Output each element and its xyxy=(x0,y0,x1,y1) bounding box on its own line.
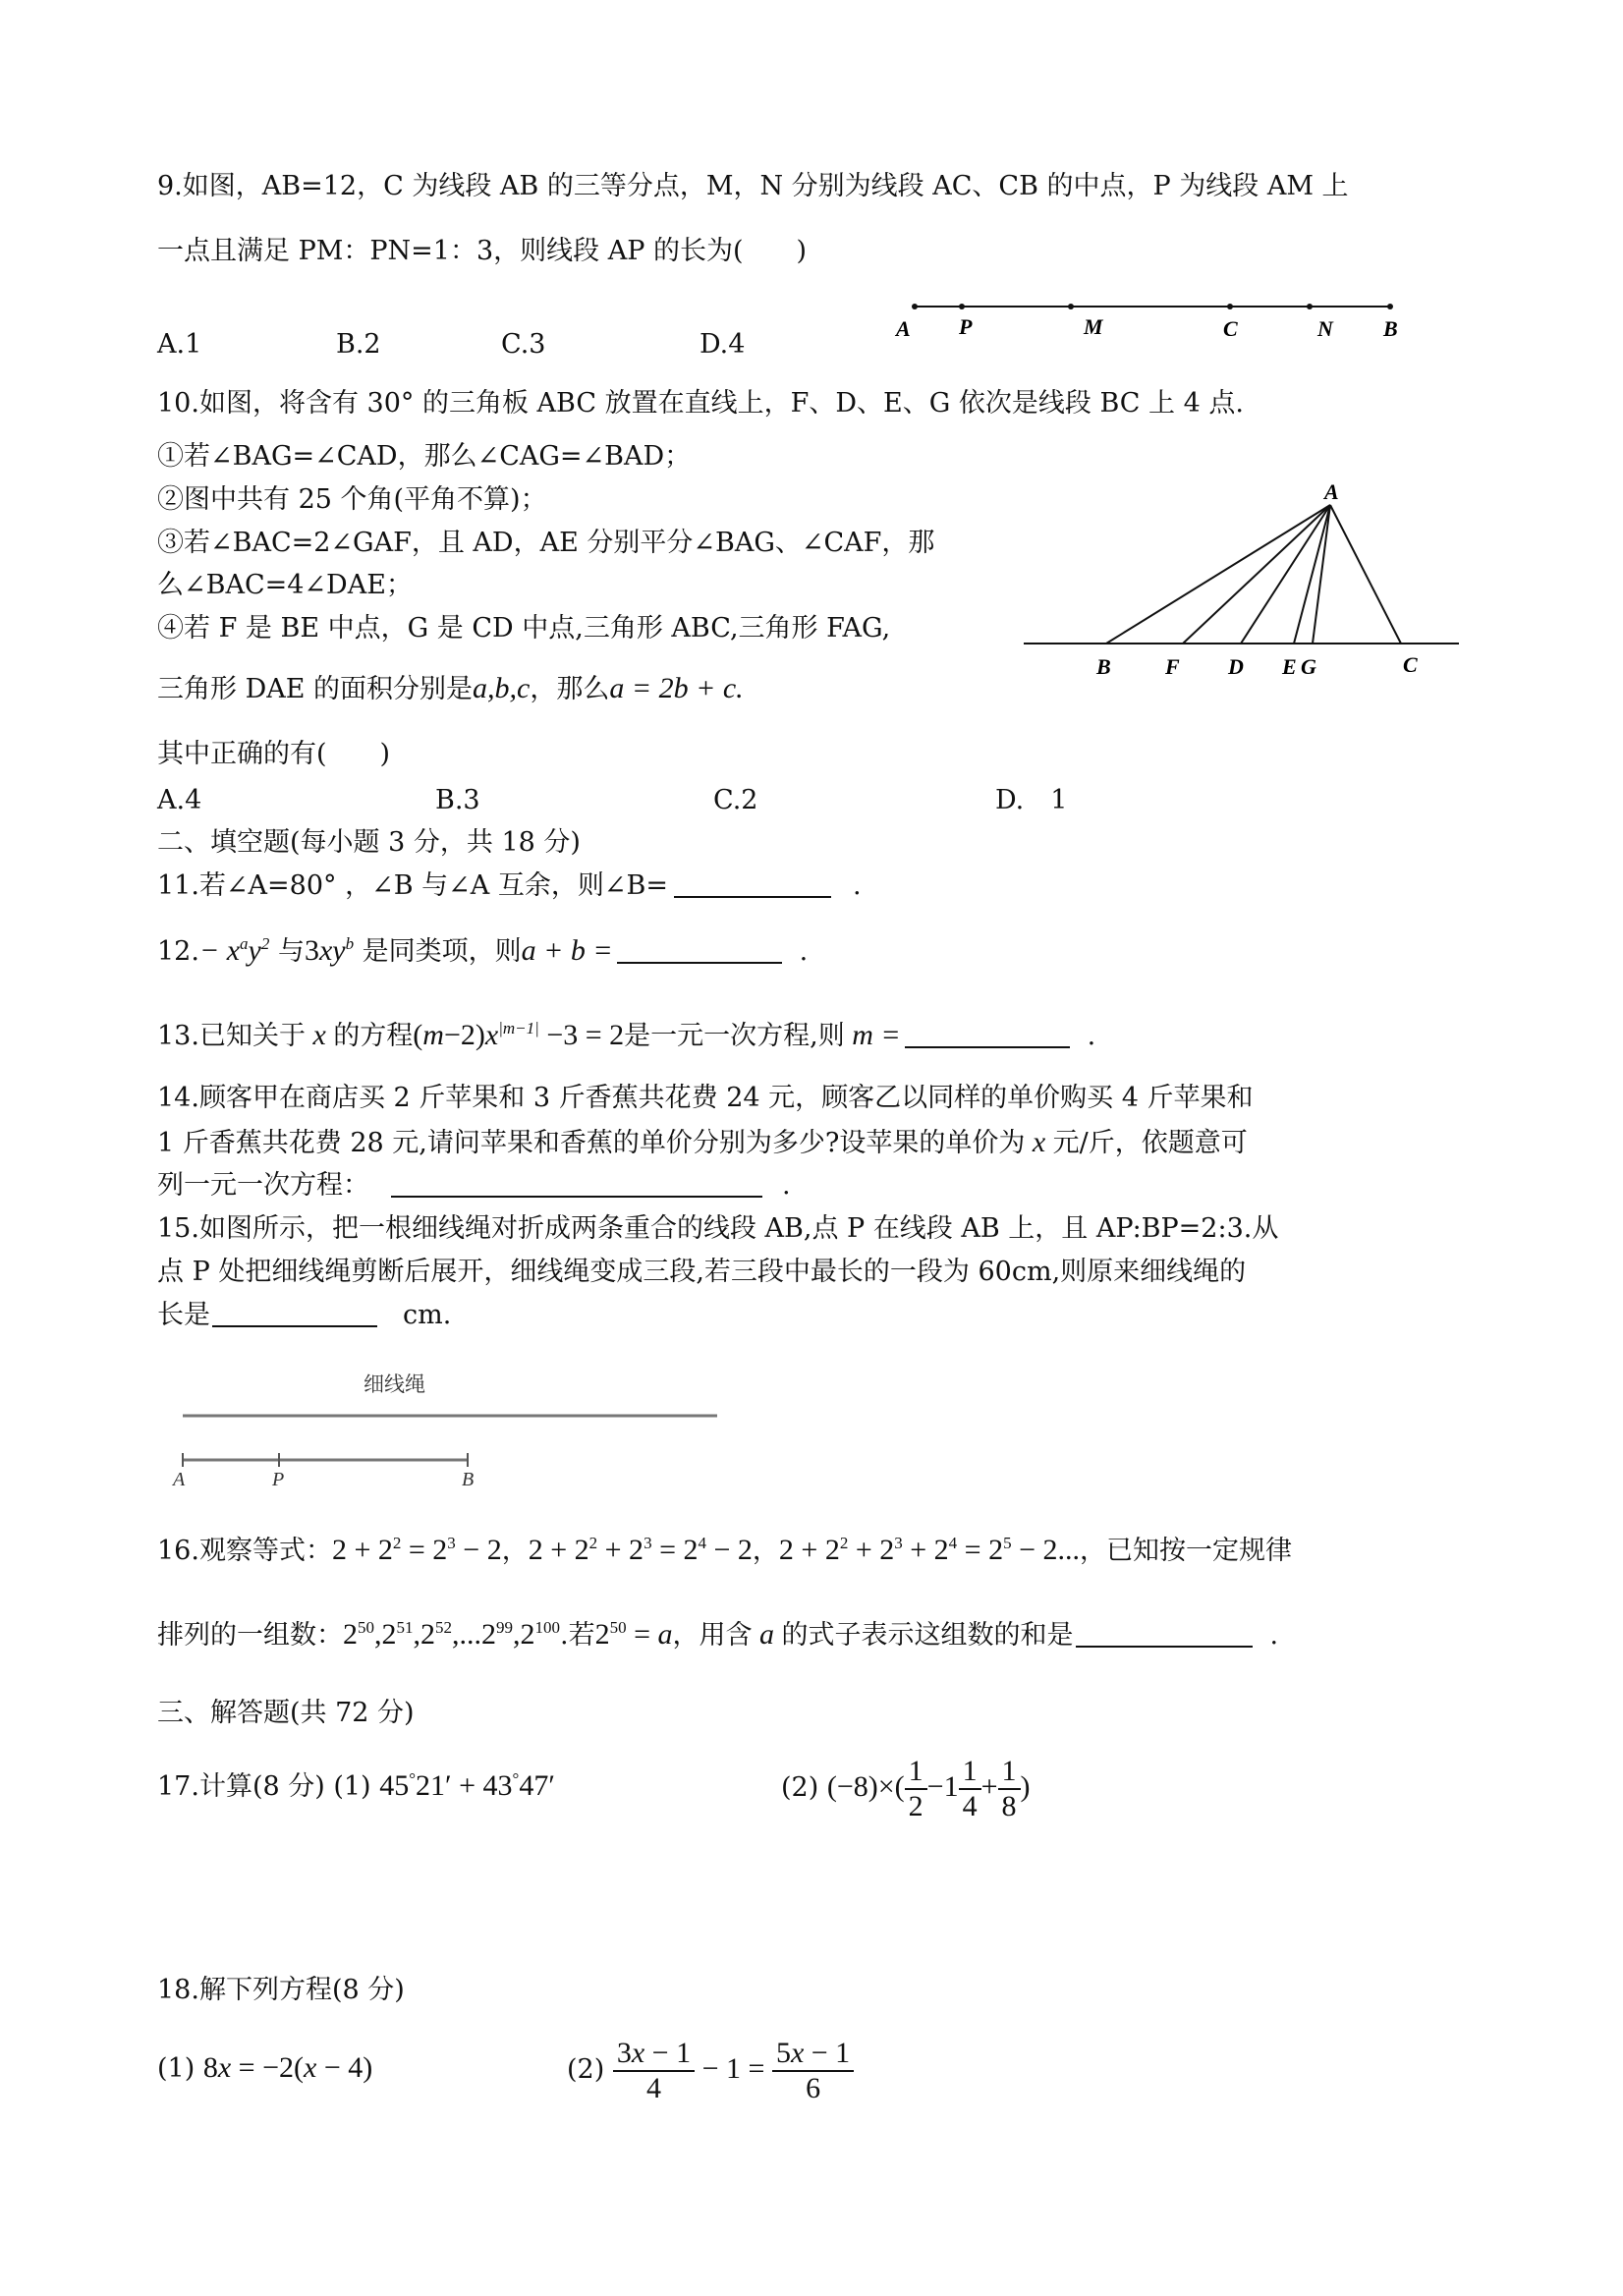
q10-s5-mid: ，那么 xyxy=(530,674,610,704)
q12-term1: − $x^ay^2$ xyxy=(198,934,270,967)
q16-pre: 16.观察等式： xyxy=(157,1536,332,1566)
q10-option-a: A.4 xyxy=(157,785,202,815)
q15-label-p: P xyxy=(272,1469,285,1490)
q10-label-c: C xyxy=(1403,652,1418,677)
q9-label-c: C xyxy=(1223,316,1238,341)
q15-label-a: A xyxy=(173,1469,186,1490)
q18-part2 xyxy=(567,2029,854,2110)
q9-label-a: A xyxy=(896,316,911,341)
q10-s5-pre: 三角形 DAE 的面积分别是 xyxy=(157,674,474,704)
q14-line2: 1 斤香蕉共花费 28 元,请问苹果和香蕉的单价分别为多少?设苹果的单价为 x 元/斤，依题意可 xyxy=(157,1126,1248,1158)
section-3-heading: 三、解答题(共 72 分) xyxy=(157,1698,415,1728)
q14-line3-text: 列一元一次方程： xyxy=(157,1170,369,1201)
q13-equation: $(m-2)x^{|m-1|} -3 = 2$ xyxy=(413,1019,625,1051)
q16-blank[interactable] xyxy=(1076,1620,1253,1648)
q10-label-f: F xyxy=(1165,654,1180,679)
q10-s5-vars: a,b,c xyxy=(473,672,531,704)
q18-part1 xyxy=(157,2050,372,2087)
q10-s5-eq: a = 2b + c. xyxy=(609,672,744,704)
q12-term2: $3xy^b$ xyxy=(304,934,355,967)
q16-line2: 排列的一组数：$2^{50},2^{51},2^{52},...2^{99},2^{100}$.若$2^{50} = a$，用含 a 的式子表示这组数的和是 . xyxy=(157,1618,1279,1651)
q10-statement-3a: ③若∠BAC=2∠GAF，且 AD，AE 分别平分∠BAG、∠CAF，那 xyxy=(157,528,935,558)
q10-statement-1: ①若∠BAG=∠CAD，那么∠CAG=∠BAD； xyxy=(157,441,692,472)
q16-tail: ，已知按一定规律 xyxy=(1080,1536,1293,1566)
q10-label-e: E xyxy=(1282,654,1297,679)
q15-line3-pre: 长是 xyxy=(157,1300,210,1330)
q9-line1: 9.如图，AB=12，C 为线段 AB 的三等分点，M，N 分别为线段 AC、CB 的中点，P 为线段 AM 上 xyxy=(157,171,1349,201)
q16-sequence: $2^{50},2^{51},2^{52},...2^{99},2^{100}$ xyxy=(343,1618,560,1651)
q15-blank[interactable] xyxy=(212,1300,377,1327)
q16-eq3: $2 + 2^2 + 2^3 + 2^4 = 2^5 - 2$... xyxy=(778,1534,1081,1566)
q10-label-b: B xyxy=(1096,654,1111,679)
q13: 13.已知关于 x 的方程$(m-2)x^{|m-1|} -3 = 2$是一元一次方程,则 m = . xyxy=(157,1019,1096,1051)
q16-line1: 16.观察等式：$2 + 2^2 = 2^3 - 2$，$2 + 2^2 + 2^3 = 2^4 - 2$，$2 + 2^2 + 2^3 + 2^4 = 2^5 - 2$...，已知按一定规律 xyxy=(157,1534,1293,1566)
q11-end: . xyxy=(852,870,862,901)
q12-mid: 与 xyxy=(277,936,305,967)
q9-option-d: D.4 xyxy=(700,329,746,360)
q15-figure-title: 细线绳 xyxy=(364,1372,425,1396)
q14-line1: 14.顾客甲在商店买 2 斤苹果和 3 斤香蕉共花费 24 元，顾客乙以同样的单价购买 4 斤苹果和 xyxy=(157,1083,1254,1113)
q13-pre: 13.已知关于 xyxy=(157,1021,306,1051)
q13-blank[interactable] xyxy=(905,1021,1070,1048)
q10-ask: 其中正确的有( ) xyxy=(157,739,391,769)
q13-end: . xyxy=(1087,1021,1096,1051)
q16-given: $2^{50} = a$ xyxy=(594,1618,673,1651)
q9-option-a: A.1 xyxy=(157,329,202,360)
q12-expr: a + b = xyxy=(521,934,613,967)
q10-statement-3b: 么∠BAC=4∠DAE； xyxy=(157,570,413,600)
q9-option-b: B.2 xyxy=(336,329,381,360)
q15-line2: 点 P 处把细线绳剪断后展开，细线绳变成三段,若三段中最长的一段为 60cm,则原来细线绳的 xyxy=(157,1257,1247,1287)
q17-p2-label: (2) xyxy=(781,1772,819,1803)
q16-eq1: $2 + 2^2 = 2^3 - 2$ xyxy=(331,1534,502,1566)
q11-blank[interactable] xyxy=(674,870,831,898)
q13-mid: 的方程 xyxy=(333,1021,414,1051)
q17-expr2: (−8)×( $\frac{1}{2}$ −1 $\frac{1}{4}$ + $\frac{1}{8}$ ) xyxy=(826,1755,1031,1823)
q15-line1: 15.如图所示，把一根细线绳对折成两条重合的线段 AB,点 P 在线段 AB 上，且 AP:BP=2:3.从 xyxy=(157,1213,1279,1244)
q9-line2: 一点且满足 PM：PN=1：3，则线段 AP 的长为( ) xyxy=(157,236,808,266)
q9-label-m: M xyxy=(1084,314,1103,339)
section-2-heading: 二、填空题(每小题 3 分，共 18 分) xyxy=(157,827,581,858)
q16-eq2: $2 + 2^2 + 2^3 = 2^4 - 2$ xyxy=(528,1534,753,1566)
q17-part2 xyxy=(781,1747,1031,1828)
q15-line3-post: cm. xyxy=(403,1300,452,1330)
q9-label-p: P xyxy=(959,314,973,339)
q18-eq2: $\frac{3x - 1}{4}$ − 1 = $\frac{5x - 1}{6}$ xyxy=(613,2052,854,2085)
q14-line3 xyxy=(157,1168,791,1204)
q12-blank[interactable] xyxy=(617,936,782,964)
q15-line3 xyxy=(157,1298,451,1333)
q10-statement-4: ④若 F 是 BE 中点，G 是 CD 中点,三角形 ABC,三角形 FAG, xyxy=(157,613,891,644)
q10-label-g: G xyxy=(1301,654,1316,679)
q16-end: . xyxy=(1269,1620,1279,1651)
q13-tail: 是一元一次方程,则 xyxy=(624,1021,845,1051)
q14-line2-pre: 1 斤香蕉共花费 28 元,请问苹果和香蕉的单价分别为多少?设苹果的单价为 xyxy=(157,1128,1026,1158)
q10-figure xyxy=(1012,481,1474,688)
q17-expr1: 45°21′ + 43°47′ xyxy=(379,1769,555,1802)
q14-end: . xyxy=(782,1170,791,1201)
q11 xyxy=(157,868,862,904)
q14-line2-post: 元/斤，依题意可 xyxy=(1052,1128,1248,1158)
q12-tail: 是同类项，则 xyxy=(362,936,522,967)
q18-p2-label: (2) xyxy=(567,2054,605,2085)
q18-p1-label: (1) xyxy=(157,2053,196,2084)
q15-label-b: B xyxy=(462,1469,475,1490)
q10-label-d: D xyxy=(1228,654,1244,679)
q12 xyxy=(157,933,808,970)
q12-end: . xyxy=(799,936,809,967)
q9-label-n: N xyxy=(1317,316,1333,341)
q18-label: 18.解下列方程(8 分) xyxy=(157,1975,405,2005)
q16-line2-pre: 排列的一组数： xyxy=(157,1620,343,1651)
q10-statement-2: ②图中共有 25 个角(平角不算)； xyxy=(157,484,547,515)
q16-line2-post: 的式子表示这组数的和是 xyxy=(781,1620,1074,1651)
q17-part1 xyxy=(157,1768,555,1805)
q10-option-c: C.2 xyxy=(713,785,758,815)
q10-stem: 10.如图，将含有 30° 的三角板 ABC 放置在直线上，F、D、E、G 依次是线段 BC 上 4 点. xyxy=(157,388,1244,419)
q18-eq1: 8x = −2(x − 4) xyxy=(202,2051,373,2084)
q10-label-a: A xyxy=(1324,481,1339,504)
q15-figure xyxy=(167,1366,727,1493)
q10-option-b: B.3 xyxy=(435,785,480,815)
q9-label-b: B xyxy=(1383,316,1398,341)
q10-statement-5 xyxy=(157,671,744,707)
q12-num: 12. xyxy=(157,936,199,967)
q11-text: 11.若∠A=80° ，∠B 与∠A 互余，则∠B= xyxy=(157,870,668,901)
q9-option-c: C.3 xyxy=(501,329,546,360)
q14-blank[interactable] xyxy=(391,1170,762,1198)
q9-figure xyxy=(884,285,1415,344)
q10-option-d: D. 1 xyxy=(995,785,1068,815)
q17-label: 17.计算(8 分) (1) xyxy=(157,1771,371,1802)
